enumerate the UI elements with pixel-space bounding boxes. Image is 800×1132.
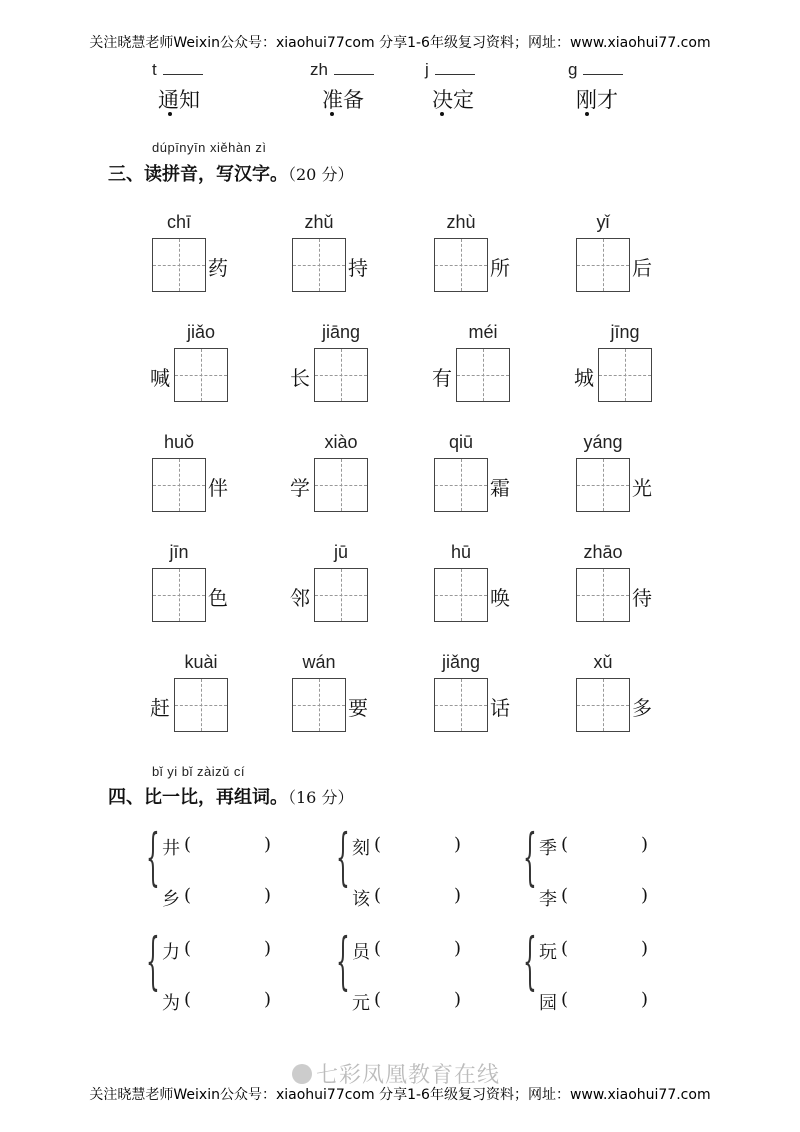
- writing-box[interactable]: [292, 678, 346, 732]
- writing-box[interactable]: [152, 568, 206, 622]
- close-paren: ): [264, 938, 272, 959]
- pinyin-label: hū: [450, 542, 472, 562]
- word-answer-blank[interactable]: [386, 834, 452, 856]
- writing-box[interactable]: [174, 348, 228, 402]
- close-paren: ): [641, 834, 649, 855]
- emphasis-dot: [168, 112, 172, 116]
- compare-line: [539, 834, 659, 858]
- writing-box[interactable]: [292, 238, 346, 292]
- answer-blank[interactable]: [334, 60, 374, 75]
- open-paren: (: [184, 885, 192, 906]
- section4-title: 四、比一比，再组词。（16 分）: [108, 787, 354, 808]
- close-paren: ): [641, 885, 649, 906]
- given-character: 光: [632, 476, 652, 500]
- writing-box[interactable]: [314, 348, 368, 402]
- initial-blank: j: [425, 60, 475, 80]
- open-paren: (: [184, 989, 192, 1010]
- answer-blank[interactable]: [583, 60, 623, 75]
- compare-character: 为: [162, 993, 180, 1014]
- pinyin-label: xiào: [324, 432, 358, 452]
- given-character: 话: [490, 696, 510, 720]
- writing-box[interactable]: [434, 458, 488, 512]
- word: 通知: [158, 88, 200, 112]
- writing-box[interactable]: [456, 348, 510, 402]
- brace-icon: {: [523, 820, 537, 893]
- writing-box[interactable]: [174, 678, 228, 732]
- emphasis-dot: [440, 112, 444, 116]
- compare-line: [539, 885, 659, 909]
- brace-icon: {: [336, 924, 350, 997]
- word-answer-blank[interactable]: [573, 834, 639, 856]
- given-character: 所: [490, 256, 510, 280]
- close-paren: ): [641, 938, 649, 959]
- writing-box[interactable]: [576, 238, 630, 292]
- writing-box[interactable]: [576, 678, 630, 732]
- given-character: 学: [290, 476, 310, 500]
- compare-character: 园: [539, 993, 557, 1014]
- compare-line: [352, 938, 472, 962]
- pinyin-label: huǒ: [163, 432, 195, 452]
- given-character: 多: [632, 696, 652, 720]
- given-character: 有: [432, 366, 452, 390]
- initial-blank: g: [568, 60, 623, 80]
- brace-icon: {: [146, 820, 160, 893]
- pinyin-label: jiǎo: [186, 322, 216, 342]
- word-answer-blank[interactable]: [196, 989, 262, 1011]
- given-character: 赶: [150, 696, 170, 720]
- given-character: 喊: [150, 366, 170, 390]
- close-paren: ): [454, 834, 462, 855]
- section3-title: 三、读拼音，写汉字。（20 分）: [108, 164, 354, 185]
- word: 决定: [432, 88, 474, 112]
- compare-character: 元: [352, 993, 370, 1014]
- answer-blank[interactable]: [163, 60, 203, 75]
- pinyin-label: jīn: [169, 542, 189, 562]
- writing-box[interactable]: [576, 458, 630, 512]
- compare-line: [162, 938, 282, 962]
- compare-character: 季: [539, 838, 557, 859]
- given-character: 药: [208, 256, 228, 280]
- given-character: 霜: [490, 476, 510, 500]
- compare-line: [539, 989, 659, 1013]
- compare-line: [162, 885, 282, 909]
- brace-icon: {: [146, 924, 160, 997]
- pinyin-label: xǔ: [593, 652, 613, 672]
- close-paren: ): [454, 938, 462, 959]
- open-paren: (: [561, 989, 569, 1010]
- pinyin-label: qiū: [448, 432, 474, 452]
- open-paren: (: [561, 885, 569, 906]
- writing-box[interactable]: [598, 348, 652, 402]
- compare-character: 刻: [352, 838, 370, 859]
- brace-icon: {: [336, 820, 350, 893]
- pinyin-label: zhǔ: [304, 212, 334, 232]
- initial-blank: t: [152, 60, 203, 80]
- compare-character: 井: [162, 838, 180, 859]
- pinyin-label: yǐ: [596, 212, 610, 232]
- writing-box[interactable]: [434, 678, 488, 732]
- word: 准备: [322, 88, 364, 112]
- open-paren: (: [184, 938, 192, 959]
- writing-box[interactable]: [576, 568, 630, 622]
- compare-character: 该: [352, 889, 370, 910]
- compare-line: [352, 834, 472, 858]
- page-footer-banner: 关注晓慧老师Weixin公众号：xiaohui77com 分享1-6年级复习资料；网址：www.xiaohui77.com: [89, 1087, 711, 1103]
- writing-box[interactable]: [314, 458, 368, 512]
- publisher-watermark: 七彩凤凰教育在线: [316, 1063, 501, 1088]
- given-character: 色: [208, 586, 228, 610]
- open-paren: (: [561, 938, 569, 959]
- given-character: 待: [632, 586, 652, 610]
- given-character: 后: [632, 256, 652, 280]
- pinyin-label: kuài: [184, 652, 218, 672]
- given-character: 长: [290, 366, 310, 390]
- pinyin-label: jū: [333, 542, 348, 562]
- word: 刚才: [576, 88, 618, 112]
- given-character: 伴: [208, 476, 228, 500]
- given-character: 唤: [490, 586, 510, 610]
- open-paren: (: [374, 938, 382, 959]
- compare-line: [539, 938, 659, 962]
- emphasis-dot: [330, 112, 334, 116]
- pinyin-label: jiāng: [321, 322, 361, 342]
- writing-box[interactable]: [434, 568, 488, 622]
- writing-box[interactable]: [152, 458, 206, 512]
- word-answer-blank[interactable]: [386, 885, 452, 907]
- compare-character: 员: [352, 942, 370, 963]
- open-paren: (: [374, 885, 382, 906]
- close-paren: ): [454, 989, 462, 1010]
- writing-box[interactable]: [314, 568, 368, 622]
- section4-score: （16 分）: [288, 788, 354, 807]
- compare-line: [162, 989, 282, 1013]
- word-answer-blank[interactable]: [196, 938, 262, 960]
- close-paren: ): [264, 834, 272, 855]
- pinyin-label: yáng: [583, 432, 623, 452]
- compare-character: 乡: [162, 889, 180, 910]
- word-answer-blank[interactable]: [573, 938, 639, 960]
- compare-character: 力: [162, 942, 180, 963]
- given-character: 城: [574, 366, 594, 390]
- pinyin-label: zhù: [446, 212, 476, 232]
- page-header-banner: 关注晓慧老师Weixin公众号：xiaohui77com 分享1-6年级复习资料；网址：www.xiaohui77.com: [89, 35, 711, 51]
- pinyin-label: jiǎng: [441, 652, 481, 672]
- given-character: 持: [348, 256, 368, 280]
- compare-line: [162, 834, 282, 858]
- open-paren: (: [374, 834, 382, 855]
- given-character: 要: [348, 696, 368, 720]
- pinyin-label: chī: [166, 212, 191, 232]
- word-answer-blank[interactable]: [573, 885, 639, 907]
- section3-pinyin: dúpīnyīn xiěhàn zì: [152, 140, 267, 155]
- given-character: 邻: [290, 586, 310, 610]
- compare-line: [352, 989, 472, 1013]
- open-paren: (: [184, 834, 192, 855]
- section3-score: （20 分）: [288, 165, 354, 184]
- section4-pinyin: bǐ yi bǐ zàizǔ cí: [152, 764, 246, 779]
- compare-character: 李: [539, 889, 557, 910]
- writing-box[interactable]: [434, 238, 488, 292]
- open-paren: (: [374, 989, 382, 1010]
- compare-line: [352, 885, 472, 909]
- publisher-logo-icon: [292, 1064, 312, 1084]
- word-answer-blank[interactable]: [386, 989, 452, 1011]
- pinyin-label: méi: [468, 322, 498, 342]
- writing-box[interactable]: [152, 238, 206, 292]
- word-answer-blank[interactable]: [386, 938, 452, 960]
- pinyin-label: zhāo: [583, 542, 623, 562]
- word-answer-blank[interactable]: [196, 885, 262, 907]
- close-paren: ): [454, 885, 462, 906]
- word-answer-blank[interactable]: [573, 989, 639, 1011]
- pinyin-label: wán: [302, 652, 336, 672]
- open-paren: (: [561, 834, 569, 855]
- close-paren: ): [264, 989, 272, 1010]
- close-paren: ): [264, 885, 272, 906]
- initial-blank: zh: [310, 60, 374, 80]
- brace-icon: {: [523, 924, 537, 997]
- answer-blank[interactable]: [435, 60, 475, 75]
- compare-character: 玩: [539, 942, 557, 963]
- pinyin-label: jīng: [610, 322, 640, 342]
- emphasis-dot: [585, 112, 589, 116]
- word-answer-blank[interactable]: [196, 834, 262, 856]
- close-paren: ): [641, 989, 649, 1010]
